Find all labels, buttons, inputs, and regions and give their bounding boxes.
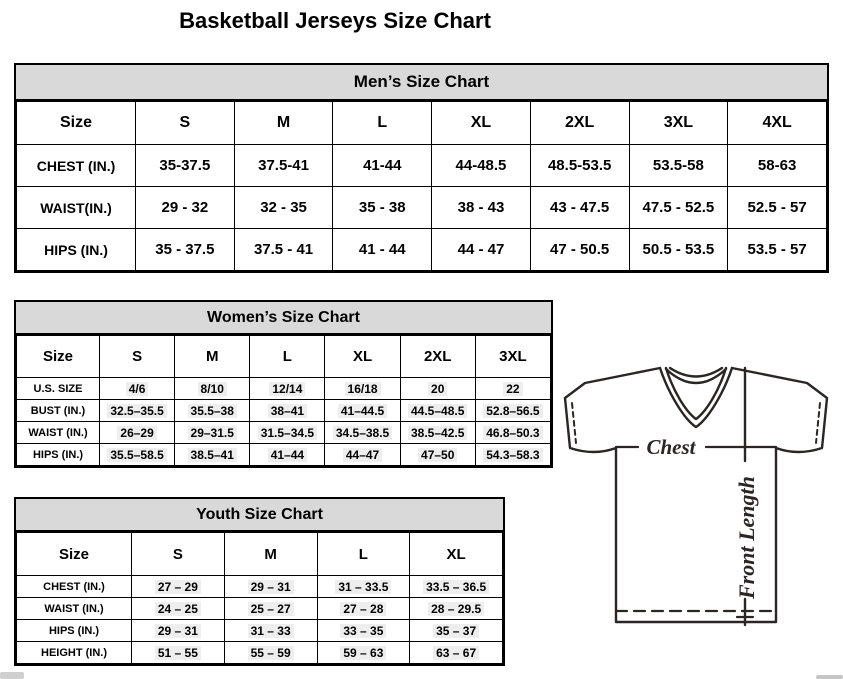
row-label-cell: U.S. SIZE [17,378,100,400]
page-title: Basketball Jerseys Size Chart [179,8,491,33]
measurement-row [17,145,827,187]
value-cell [728,145,827,187]
size-header-cell: 3XL [475,336,550,378]
size-header-cell: 2XL [530,102,629,145]
value-text: 44–47 [343,448,382,462]
cropped-fragment-left [0,672,24,679]
size-header-cell: S [136,102,235,145]
youth-size-table [16,532,503,664]
value-text: 35 - 37.5 [155,241,215,258]
size-header-cell: 2XL [400,336,475,378]
value-cell [132,598,225,620]
measurement-row [17,576,503,598]
value-text: 37.5-41 [258,157,309,174]
value-cell [333,187,432,229]
value-cell [629,145,728,187]
size-header-row [17,533,503,576]
row-label-cell: WAIST (IN.) [17,422,100,444]
value-text: 35.5–58.5 [107,448,166,462]
value-text: 41 - 44 [358,241,406,258]
value-text: 25 – 27 [248,602,294,616]
value-text: 38.5–41 [188,448,237,462]
womens-size-table [16,335,551,466]
size-header-cell: M [175,336,250,378]
value-cell [317,598,410,620]
value-text: 63 – 67 [433,646,479,660]
value-text: 33 – 35 [340,624,386,638]
value-cell [410,576,503,598]
value-cell [100,400,175,422]
size-header-cell: L [250,336,325,378]
value-cell [132,620,225,642]
row-label-cell: HIPS (IN.) [17,229,136,271]
value-cell [175,444,250,466]
value-text: 47–50 [418,448,457,462]
value-cell [432,145,531,187]
row-label-cell: HEIGHT (IN.) [17,642,132,664]
value-cell [132,642,225,664]
size-header-cell: Size [17,336,100,378]
value-cell [400,422,475,444]
value-cell [410,598,503,620]
value-text: 41–44 [268,448,307,462]
size-header-cell: M [234,102,333,145]
value-cell [100,422,175,444]
value-cell [400,444,475,466]
value-text: 50.5 - 53.5 [642,241,715,258]
value-text: 33.5 – 36.5 [423,580,489,594]
front-length-label: Front Length [734,476,759,599]
value-text: 4/6 [126,382,149,396]
value-cell [224,642,317,664]
value-cell [175,422,250,444]
value-text: 35 - 38 [358,199,406,216]
value-text: 59 – 63 [340,646,386,660]
value-cell [317,620,410,642]
value-cell [728,187,827,229]
value-text: 51 – 55 [155,646,201,660]
value-cell [234,145,333,187]
value-cell [629,187,728,229]
size-header-cell: Size [17,533,132,576]
value-text: 32 - 35 [260,199,307,216]
jersey-collar-back-arc2 [670,368,722,377]
size-header-cell: XL [325,336,400,378]
value-text: 31 – 33.5 [335,580,391,594]
value-cell [224,576,317,598]
value-text: 46.8–50.3 [483,426,542,440]
value-cell [224,598,317,620]
value-cell [530,229,629,271]
value-cell [325,400,400,422]
value-text: 28 – 29.5 [428,602,484,616]
value-text: 52.5 - 57 [747,199,807,216]
value-text: 35-37.5 [159,157,211,174]
value-cell [325,422,400,444]
value-text: 43 - 47.5 [550,199,610,216]
row-label-cell: CHEST (IN.) [17,145,136,187]
cropped-fragment-right [816,675,843,679]
value-cell [400,400,475,422]
value-text: 55 – 59 [248,646,294,660]
value-cell [728,229,827,271]
jersey-body-outline [565,368,827,622]
size-header-cell: L [333,102,432,145]
row-label-cell: HIPS (IN.) [17,444,100,466]
youth-size-chart-header: Youth Size Chart [16,499,503,532]
value-cell [250,400,325,422]
value-cell [530,187,629,229]
value-text: 26–29 [117,426,156,440]
value-text: 38 - 43 [457,199,505,216]
value-text: 29–31.5 [188,426,237,440]
measurement-row [17,422,551,444]
value-cell [475,400,550,422]
row-label-cell: WAIST (IN.) [17,598,132,620]
value-text: 53.5-58 [652,157,704,174]
measurement-row [17,598,503,620]
value-text: 44-48.5 [455,157,507,174]
size-header-cell: Size [17,102,136,145]
value-text: 31.5–34.5 [258,426,317,440]
value-text: 24 – 25 [155,602,201,616]
row-label-cell: CHEST (IN.) [17,576,132,598]
measurement-row [17,378,551,400]
value-cell [475,422,550,444]
value-cell [475,378,550,400]
value-text: 27 – 29 [155,580,201,594]
value-cell [250,444,325,466]
value-text: 44.5–48.5 [408,404,467,418]
jersey-measurement-diagram [558,363,834,630]
womens-size-chart-header: Women’s Size Chart [16,302,551,335]
size-header-row [17,336,551,378]
measurement-row [17,642,503,664]
value-cell [136,187,235,229]
value-cell [100,444,175,466]
value-cell [136,229,235,271]
value-text: 53.5 - 57 [747,241,807,258]
value-cell [136,145,235,187]
value-text: 31 – 33 [248,624,294,638]
value-text: 29 – 31 [155,624,201,638]
value-cell [410,620,503,642]
value-cell [530,145,629,187]
size-header-cell: 4XL [728,102,827,145]
value-text: 41–44.5 [338,404,387,418]
measurement-row [17,400,551,422]
size-header-cell: M [224,533,317,576]
value-text: 58-63 [757,157,797,174]
value-cell [224,620,317,642]
value-text: 47 - 50.5 [550,241,610,258]
value-text: 34.5–38.5 [333,426,392,440]
value-text: 38–41 [268,404,307,418]
value-text: 8/10 [198,382,227,396]
value-text: 22 [503,382,522,396]
value-cell [234,187,333,229]
value-text: 16/18 [345,382,381,396]
chest-label: Chest [646,435,696,459]
value-text: 38.5–42.5 [408,426,467,440]
value-text: 20 [428,382,447,396]
size-header-cell: XL [410,533,503,576]
value-text: 29 - 32 [161,199,209,216]
value-text: 52.8–56.5 [483,404,542,418]
value-text: 48.5-53.5 [547,157,612,174]
measurement-row [17,187,827,229]
value-text: 27 – 28 [340,602,386,616]
row-label-cell: WAIST(IN.) [17,187,136,229]
value-cell [175,400,250,422]
value-text: 12/14 [269,382,305,396]
value-cell [432,229,531,271]
value-text: 29 – 31 [248,580,294,594]
value-text: 47.5 - 52.5 [642,199,715,216]
value-cell [333,145,432,187]
value-cell [325,378,400,400]
value-cell [175,378,250,400]
value-text: 35 – 37 [433,624,479,638]
value-cell [410,642,503,664]
size-header-cell: S [132,533,225,576]
value-text: 35.5–38 [188,404,237,418]
value-cell [132,576,225,598]
measurement-row [17,229,827,271]
value-cell [333,229,432,271]
right-cuff-dashed-line [816,403,820,443]
left-cuff-dashed-line [572,403,576,443]
measurement-row [17,444,551,466]
size-header-cell: XL [432,102,531,145]
size-header-cell: L [317,533,410,576]
value-cell [325,444,400,466]
value-cell [234,229,333,271]
value-cell [400,378,475,400]
value-cell [317,642,410,664]
value-cell [432,187,531,229]
value-cell [475,444,550,466]
value-cell [100,378,175,400]
value-cell [629,229,728,271]
mens-size-chart-section [14,63,829,273]
value-text: 41-44 [363,157,402,174]
size-header-cell: S [100,336,175,378]
size-header-cell: 3XL [629,102,728,145]
youth-size-chart-section [14,497,505,666]
value-cell [250,422,325,444]
value-text: 32.5–35.5 [107,404,166,418]
measurement-row [17,620,503,642]
value-text: 44 - 47 [457,241,505,258]
mens-size-chart-header: Men’s Size Chart [16,65,827,101]
womens-size-chart-section [14,300,553,468]
value-text: 54.3–58.3 [483,448,542,462]
mens-size-table [16,101,827,271]
value-cell [317,576,410,598]
row-label-cell: BUST (IN.) [17,400,100,422]
value-text: 37.5 - 41 [253,241,314,258]
value-cell [250,378,325,400]
row-label-cell: HIPS (IN.) [17,620,132,642]
size-header-row [17,102,827,145]
